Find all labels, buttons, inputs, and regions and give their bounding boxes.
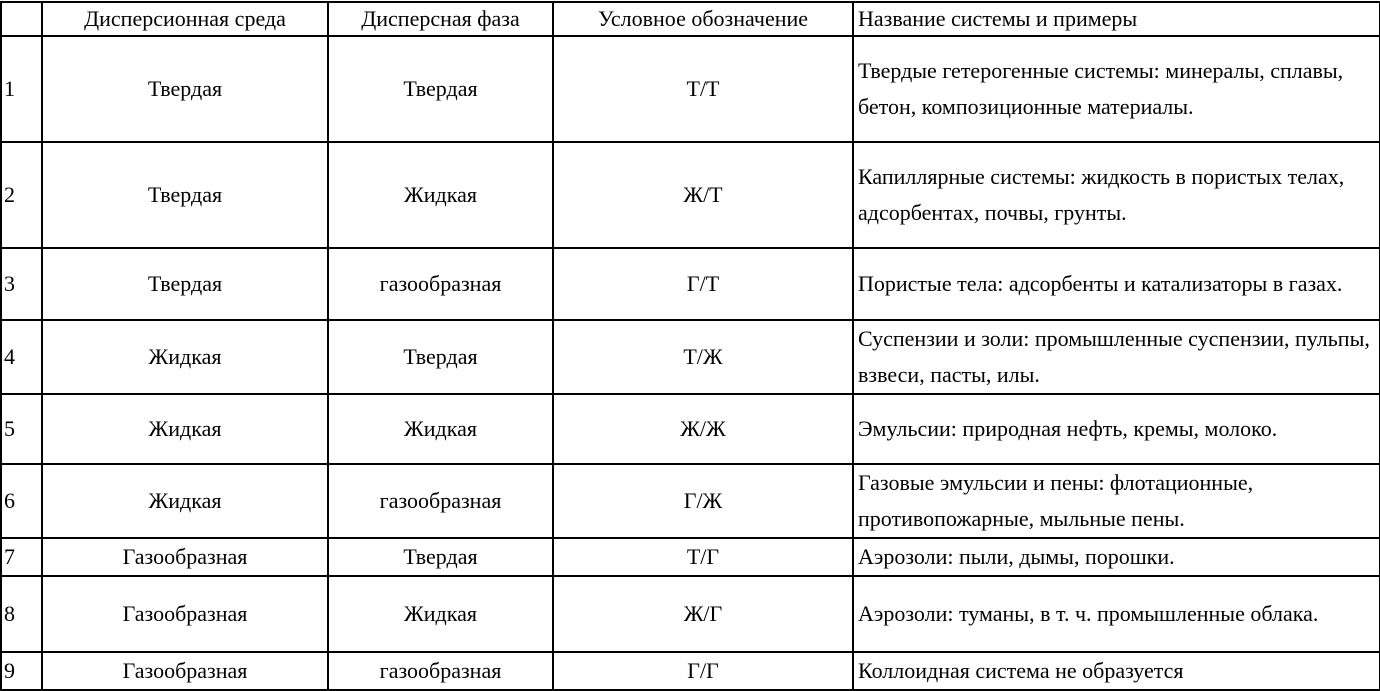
- row-notation: Ж/Ж: [553, 394, 853, 464]
- row-phase: газообразная: [328, 464, 553, 538]
- table-row: [1, 652, 1380, 690]
- header-system-name: Название системы и примеры: [853, 2, 1380, 36]
- row-phase: газообразная: [328, 652, 553, 690]
- row-number: 4: [1, 320, 42, 394]
- row-number: 1: [1, 36, 42, 142]
- row-notation: Ж/Г: [553, 576, 853, 652]
- table-row: [1, 464, 1380, 538]
- row-system-name: Газовые эмульсии и пены: флотационные, противопожарные, мыльные пены.: [853, 464, 1380, 538]
- header-number: [1, 2, 42, 36]
- table-row: [1, 248, 1380, 320]
- row-medium: Жидкая: [42, 320, 328, 394]
- row-number: 5: [1, 394, 42, 464]
- table-header-row: [1, 2, 1380, 36]
- disperse-systems-table: [0, 1, 1380, 691]
- row-number: 8: [1, 576, 42, 652]
- row-phase: Жидкая: [328, 394, 553, 464]
- row-system-name: Аэрозоли: пыли, дымы, порошки.: [853, 538, 1380, 576]
- table-row: [1, 36, 1380, 142]
- row-medium: Газообразная: [42, 652, 328, 690]
- row-notation: Ж/Т: [553, 142, 853, 248]
- row-system-name: Суспензии и золи: промышленные суспензии, пульпы, взвеси, пасты, илы.: [853, 320, 1380, 394]
- row-phase: Твердая: [328, 538, 553, 576]
- row-medium: Твердая: [42, 142, 328, 248]
- row-phase: Жидкая: [328, 576, 553, 652]
- row-notation: Г/Т: [553, 248, 853, 320]
- row-medium: Газообразная: [42, 538, 328, 576]
- row-number: 6: [1, 464, 42, 538]
- row-notation: Г/Г: [553, 652, 853, 690]
- row-phase: Твердая: [328, 36, 553, 142]
- row-notation: Т/Т: [553, 36, 853, 142]
- table-row: [1, 538, 1380, 576]
- header-dispersed-phase: Дисперсная фаза: [328, 2, 553, 36]
- row-medium: Газообразная: [42, 576, 328, 652]
- header-notation: Условное обозначение: [553, 2, 853, 36]
- table-row: [1, 394, 1380, 464]
- row-number: 2: [1, 142, 42, 248]
- row-system-name: Твердые гетерогенные системы: минералы, сплавы, бетон, композиционные материалы.: [853, 36, 1380, 142]
- row-number: 3: [1, 248, 42, 320]
- table-row: [1, 320, 1380, 394]
- row-notation: Т/Г: [553, 538, 853, 576]
- row-phase: Жидкая: [328, 142, 553, 248]
- row-notation: Т/Ж: [553, 320, 853, 394]
- row-system-name: Пористые тела: адсорбенты и катализаторы в газах.: [853, 248, 1380, 320]
- row-number: 7: [1, 538, 42, 576]
- row-medium: Твердая: [42, 248, 328, 320]
- row-number: 9: [1, 652, 42, 690]
- row-phase: Твердая: [328, 320, 553, 394]
- table-row: [1, 142, 1380, 248]
- row-system-name: Аэрозоли: туманы, в т. ч. промышленные облака.: [853, 576, 1380, 652]
- row-system-name: Коллоидная система не образуется: [853, 652, 1380, 690]
- row-medium: Жидкая: [42, 464, 328, 538]
- table-row: [1, 576, 1380, 652]
- row-system-name: Эмульсии: природная нефть, кремы, молоко.: [853, 394, 1380, 464]
- row-phase: газообразная: [328, 248, 553, 320]
- row-notation: Г/Ж: [553, 464, 853, 538]
- header-dispersion-medium: Дисперсионная среда: [42, 2, 328, 36]
- row-system-name: Капиллярные системы: жидкость в пористых телах, адсорбентах, почвы, грунты.: [853, 142, 1380, 248]
- row-medium: Твердая: [42, 36, 328, 142]
- row-medium: Жидкая: [42, 394, 328, 464]
